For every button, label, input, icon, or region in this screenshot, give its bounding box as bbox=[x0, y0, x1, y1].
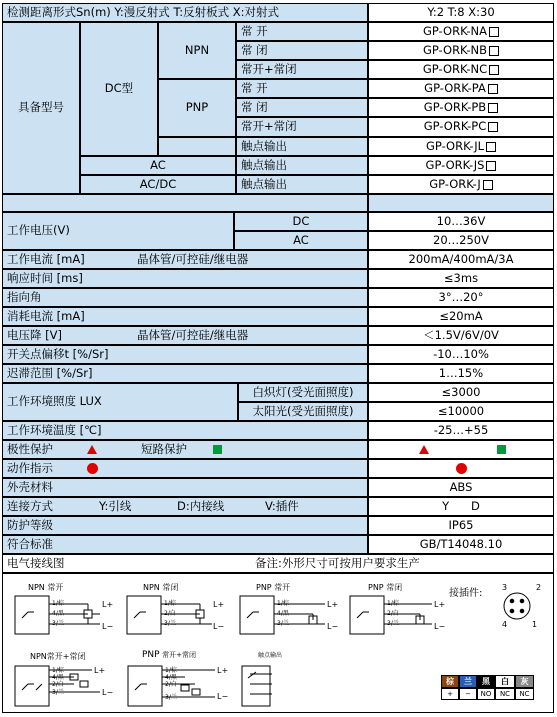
legend-nc-white: NC bbox=[495, 688, 515, 700]
material-label: 外壳材料 bbox=[2, 478, 368, 497]
connect-y: Y:引线 bbox=[99, 498, 132, 513]
drop-label: 电压降 [V] bbox=[7, 327, 62, 342]
diagram6-mode: 常开+常闭 bbox=[162, 651, 197, 659]
diagram3-title bbox=[256, 582, 290, 593]
mode-relay-dc: 触点输出 bbox=[236, 137, 368, 156]
l-minus-label: L− bbox=[102, 688, 114, 697]
temp-value: -25…+55 bbox=[368, 421, 554, 440]
diagram6-title bbox=[142, 650, 196, 660]
connect-value: Y D bbox=[368, 497, 554, 516]
plug-pin-4: 4 bbox=[502, 620, 508, 629]
model-code: GP-ORK-NB bbox=[422, 42, 488, 57]
diagram4-mode: 常闭 bbox=[386, 583, 403, 592]
drop-sub: 晶体管/可控硅/继电器 bbox=[137, 327, 249, 342]
wire-label: 2/白 bbox=[387, 610, 399, 617]
wire-label: 2/白 bbox=[52, 681, 64, 688]
ip-label: 防护等级 bbox=[2, 516, 368, 535]
diagram1-mode: 常开 bbox=[47, 583, 64, 592]
voltage-ac-value: 20…250V bbox=[368, 231, 554, 250]
l-plus-label: L+ bbox=[213, 600, 225, 609]
model-code: GP-ORK-NA bbox=[422, 23, 488, 38]
diagram1-title bbox=[28, 582, 63, 593]
plug-pin-2: 2 bbox=[536, 583, 542, 592]
connect-label: 连接方式 bbox=[7, 498, 53, 513]
diagram6-type: PNP bbox=[142, 650, 160, 660]
wire-label: 3/兰 bbox=[52, 689, 64, 696]
mode-npn-no: 常 开 bbox=[236, 22, 368, 41]
model-code: GP-ORK-J bbox=[429, 176, 481, 191]
hysteresis-value: 1…15% bbox=[368, 364, 554, 383]
current-value: 200mA/400mA/3A bbox=[368, 250, 554, 269]
offset-label: 开关点偏移t [%/Sr] bbox=[2, 345, 368, 364]
polarity-label: 极性保护 bbox=[7, 441, 53, 456]
model-code: GP-ORK-PA bbox=[424, 80, 486, 95]
load-box bbox=[80, 681, 88, 687]
wire-label: 1/棕 bbox=[164, 600, 176, 607]
wire-label: 4/黑 bbox=[277, 610, 289, 617]
voltage-dc-label: DC bbox=[234, 212, 368, 231]
legend-white: 白 bbox=[495, 675, 515, 688]
model-code: GP-ORK-NC bbox=[422, 61, 488, 76]
mode-npn-nc: 常 闭 bbox=[236, 41, 368, 60]
illum-incandescent-value: ≤3000 bbox=[368, 383, 554, 402]
voltage-label: 工作电压(V) bbox=[2, 212, 234, 250]
legend-no: NO bbox=[477, 688, 495, 700]
diagram7-title: 触点输出 bbox=[258, 652, 283, 659]
legend-nc-gray: NC bbox=[515, 688, 534, 700]
drop-value: ＜1.5V/6V/0V bbox=[368, 326, 554, 345]
legend-brown: 棕 bbox=[441, 675, 459, 688]
current-label: 工作电流 [mA] bbox=[7, 251, 85, 266]
illum-sunlight-label: 太阳光(受光面照度) bbox=[238, 402, 368, 421]
wire-label: 3/兰 bbox=[165, 694, 177, 701]
standard-label: 符合标准 bbox=[2, 535, 368, 554]
illum-incandescent-label: 白炽灯(受光面照度) bbox=[238, 383, 368, 402]
legend-blue: 兰 bbox=[459, 675, 477, 688]
diagram3-type: PNP bbox=[256, 583, 272, 592]
detection-distance-label: 检测距离形式Sn(m) Y:漫反射式 T:反射板式 X:对射式 bbox=[2, 3, 368, 22]
angle-value: 3°…20° bbox=[368, 288, 554, 307]
diagram3-mode: 常开 bbox=[274, 583, 291, 592]
l-plus-label: L+ bbox=[102, 600, 114, 609]
consumption-value: ≤20mA bbox=[368, 307, 554, 326]
mode-relay-ac: 触点输出 bbox=[236, 156, 368, 175]
plug-pin-1: 1 bbox=[532, 620, 538, 629]
sensor-box bbox=[15, 596, 49, 634]
model-code: GP-ORK-PB bbox=[423, 99, 487, 114]
mode-npn-nonc: 常开+常闭 bbox=[236, 60, 368, 79]
model-label: 具备型号 bbox=[2, 22, 80, 194]
plug-pin-3: 3 bbox=[502, 583, 508, 592]
sensor-box bbox=[128, 666, 162, 706]
wire-label: 3/兰 bbox=[387, 620, 399, 627]
response-value: ≤3ms bbox=[368, 269, 554, 288]
mode-pnp-nc: 常 闭 bbox=[236, 98, 368, 117]
illum-label: 工作环境照度 LUX bbox=[2, 383, 238, 421]
legend-plus: + bbox=[441, 688, 459, 700]
mode-pnp-nonc: 常开+常闭 bbox=[236, 117, 368, 137]
legend-gray: 灰 bbox=[515, 675, 534, 688]
l-plus-label: L+ bbox=[434, 600, 446, 609]
l-minus-label: L− bbox=[213, 622, 225, 631]
l-minus-label: L− bbox=[217, 692, 229, 701]
pnp-label: PNP bbox=[158, 79, 236, 137]
l-minus-label: L− bbox=[434, 622, 446, 631]
ip-value: IP65 bbox=[368, 516, 554, 535]
voltage-dc-value: 10…36V bbox=[368, 212, 554, 231]
ac-label: AC bbox=[80, 156, 236, 175]
diagram4-title bbox=[368, 582, 402, 593]
wire-label: 2/白 bbox=[165, 681, 177, 688]
legend-black: 黑 bbox=[477, 675, 495, 688]
mode-relay-acdc: 触点输出 bbox=[236, 175, 368, 194]
temp-label: 工作环境温度 [℃] bbox=[2, 421, 368, 440]
hysteresis-label: 迟滞范围 [%/Sr] bbox=[2, 364, 368, 383]
sensor-box bbox=[240, 596, 274, 634]
connect-v: V:插件 bbox=[265, 498, 299, 513]
l-minus-label: L− bbox=[327, 622, 339, 631]
wire-label: 1/棕 bbox=[165, 667, 177, 674]
short-circuit-label: 短路保护 bbox=[141, 441, 187, 456]
load-box bbox=[192, 689, 200, 695]
plug-label: 接插件: bbox=[449, 588, 483, 599]
model-code: GP-ORK-PC bbox=[423, 119, 487, 134]
l-plus-label: L+ bbox=[94, 666, 106, 675]
diagram4-type: PNP bbox=[368, 583, 384, 592]
voltage-ac-label: AC bbox=[234, 231, 368, 250]
wire-label: 1/棕 bbox=[387, 600, 399, 607]
dc-type-label: DC型 bbox=[80, 22, 158, 156]
wire-label: 1/棕 bbox=[52, 667, 64, 674]
indicator-label: 动作指示 bbox=[7, 460, 53, 475]
acdc-label: AC/DC bbox=[80, 175, 236, 194]
current-sub: 晶体管/可控硅/继电器 bbox=[137, 251, 249, 266]
sensor-box bbox=[15, 666, 49, 706]
wire-label: 3/兰 bbox=[164, 620, 176, 627]
wire-label: 2/白 bbox=[164, 610, 176, 617]
diagram2-type: NPN bbox=[143, 583, 160, 592]
l-minus-label: L− bbox=[102, 622, 114, 631]
standard-value: GB/T14048.10 bbox=[368, 535, 554, 554]
offset-value: -10…10% bbox=[368, 345, 554, 364]
diagram1-type: NPN bbox=[28, 583, 45, 592]
sensor-box bbox=[127, 596, 161, 634]
diagram2-mode: 常闭 bbox=[162, 583, 179, 592]
diagram5-title: NPN常开+常闭 bbox=[30, 652, 86, 661]
material-value: ABS bbox=[368, 478, 554, 497]
relay-box bbox=[242, 666, 270, 706]
consumption-label: 消耗电流 [mA] bbox=[2, 307, 368, 326]
model-code: GP-ORK-JL bbox=[425, 138, 485, 153]
detection-distance-values: Y:2 T:8 X:30 bbox=[368, 3, 554, 22]
legend-minus: − bbox=[459, 688, 477, 700]
wiring-title: 电气接线图 bbox=[7, 555, 65, 570]
angle-label: 指向角 bbox=[2, 288, 368, 307]
mode-pnp-no: 常 开 bbox=[236, 79, 368, 98]
wire-label: 1/棕 bbox=[277, 600, 289, 607]
load-box bbox=[181, 685, 189, 691]
wire-label: 3/兰 bbox=[52, 620, 64, 627]
diagram2-title bbox=[143, 582, 178, 593]
model-code: GP-ORK-JS bbox=[425, 157, 485, 172]
wire-label: 4/黑 bbox=[52, 610, 64, 617]
wire-label: 4/黑 bbox=[52, 674, 64, 681]
l-plus-label: L+ bbox=[217, 666, 229, 675]
l-plus-label: L+ bbox=[327, 600, 339, 609]
npn-label: NPN bbox=[158, 22, 236, 79]
wire-label: 3/兰 bbox=[277, 620, 289, 627]
sensor-box bbox=[350, 596, 384, 634]
wiring-note: 备注:外形尺寸可按用户要求生产 bbox=[255, 555, 420, 570]
illum-sunlight-value: ≤10000 bbox=[368, 402, 554, 421]
response-label: 响应时间 [ms] bbox=[2, 269, 368, 288]
wire-label: 1/棕 bbox=[52, 600, 64, 607]
wire-label: 4/黑 bbox=[165, 674, 177, 681]
connect-d: D:内接线 bbox=[177, 498, 225, 513]
